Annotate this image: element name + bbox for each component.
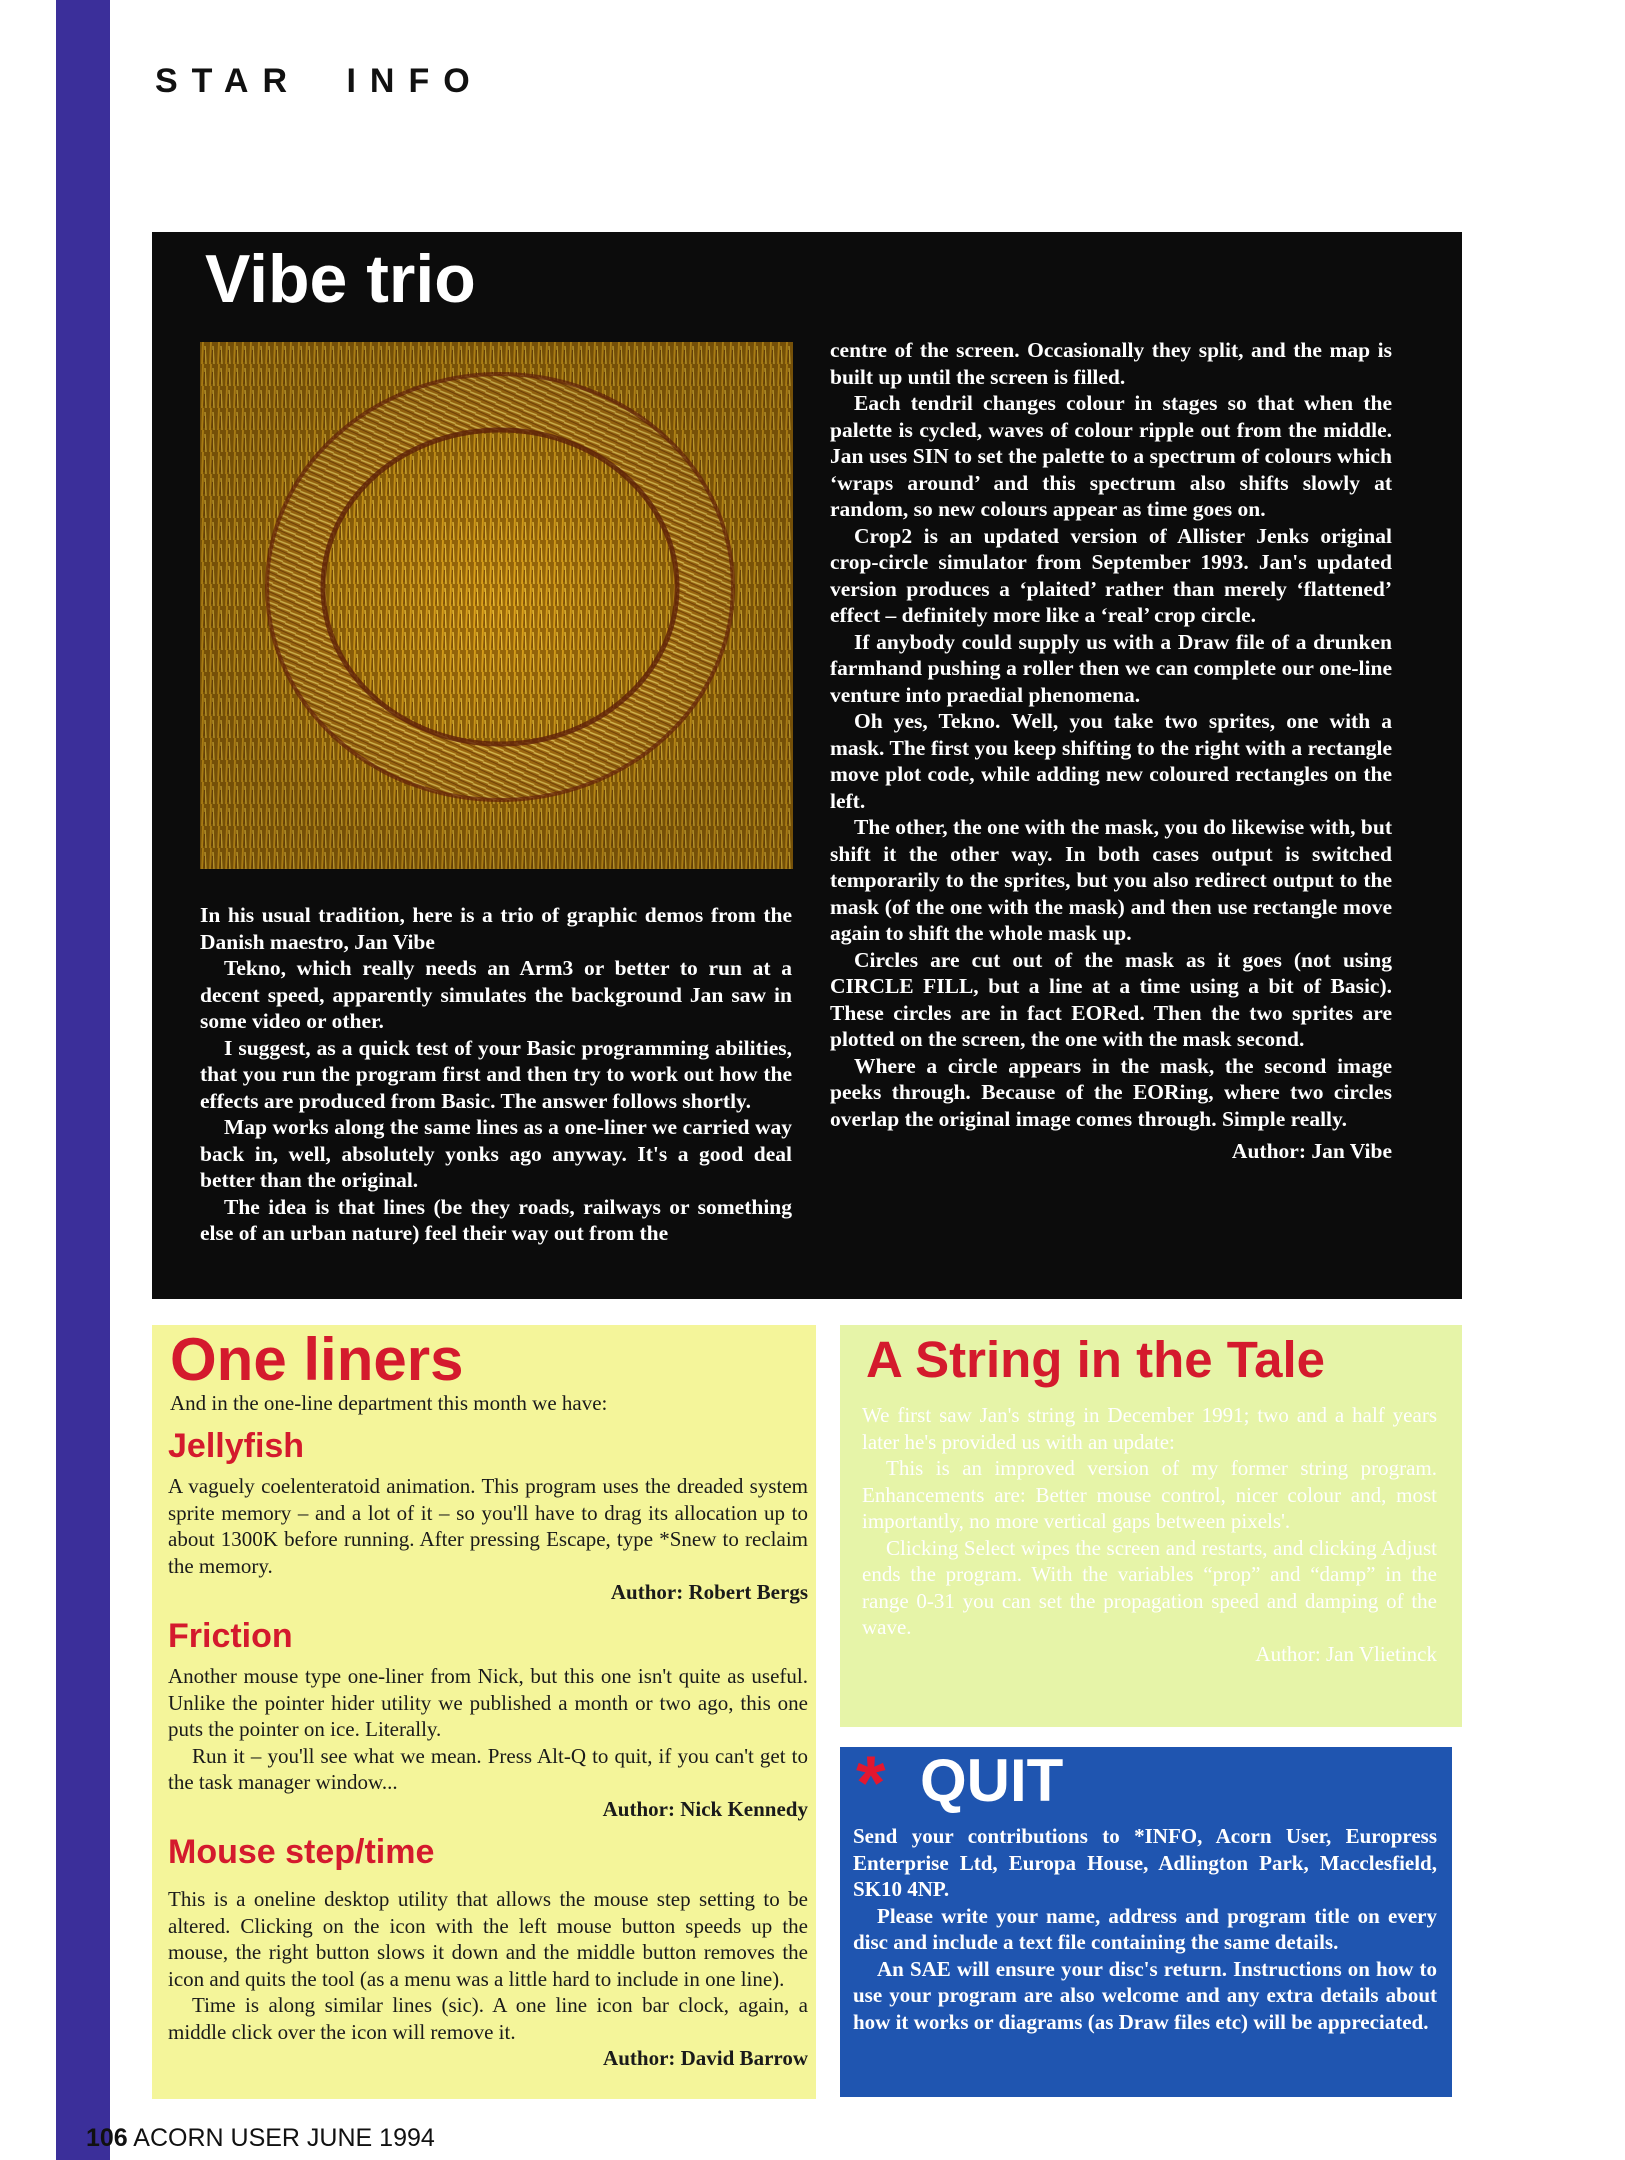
vibe-paragraph: Each tendril changes colour in stages so that when the palette is cycled, waves of colour ripple out from the middle. Jan uses SIN to set the palette to a spectrum of colours which ‘wraps around’ and this spectrum also shifts slowly at random, so new colours appear as time goes on.: [830, 391, 1392, 521]
jellyfish-body: [168, 1473, 808, 1606]
mouse-paragraph: This is a oneline desktop utility that allows the mouse step setting to be altered. Clicking on the icon with the left mouse button speeds up the mouse, the right button slows it down and the middle button removes the icon and quits the tool (as a menu was a little hard to include in one line).: [168, 1887, 808, 1991]
string-paragraph: This is an improved version of my former string program. Enhancements are: Better mouse control, nicer colour and, most importantly, no more vertical gaps between pixels'.: [862, 1456, 1437, 1533]
string-tale-title: A String in the Tale: [866, 1331, 1326, 1388]
friction-title: Friction: [168, 1617, 293, 1655]
mouse-author: Author: David Barrow: [603, 2046, 808, 2070]
jellyfish-author: Author: Robert Bergs: [610, 1580, 808, 1604]
vibe-author: Author: Jan Vibe: [1231, 1139, 1392, 1163]
asterisk-icon: *: [856, 1741, 886, 1826]
mouse-step-time-title: Mouse step/time: [168, 1833, 435, 1871]
vibe-paragraph: I suggest, as a quick test of your Basic programming abilities, that you run the program first and then try to work out how the effects are produced from Basic. The answer follows shortly.: [200, 1035, 792, 1113]
quit-body: [853, 1823, 1437, 2035]
vibe-paragraph: The other, the one with the mask, you do likewise with, but shift it the other way. In both cases output is switched temporarily to the sprites, but you also redirect output to the mask (of the one with the mask) and then use rectangle move again to shift the whole mask up.: [830, 815, 1392, 945]
quit-title: QUIT: [920, 1747, 1064, 1814]
vibe-paragraph: Crop2 is an updated version of Allister Jenks original crop-circle simulator from September 1993. Jan's updated version produces a ‘plaited’ rather than merely ‘flattened’ effect – definitely more like a ‘real’ crop circle.: [830, 523, 1392, 627]
friction-body: [168, 1663, 808, 1822]
page-footer: [86, 2124, 435, 2153]
vibe-paragraph: In his usual tradition, here is a trio of graphic demos from the Danish maestro, Jan Vibe: [200, 903, 792, 954]
section-label: STAR INFO: [155, 62, 484, 100]
quit-paragraph: Please write your name, address and program title on every disc and include a text file containing the same details.: [853, 1903, 1437, 1954]
jellyfish-paragraph: A vaguely coelenteratoid animation. This program uses the dreaded system sprite memory – and a lot of it – so you'll have to drag its allocation up to about 1300K before running. After pressing Escape, type *Snew to reclaim the memory.: [168, 1474, 808, 1578]
page-number: 106: [86, 2124, 128, 2152]
one-liners-title: One liners: [170, 1326, 464, 1393]
vibe-paragraph: Circles are cut out of the mask as it goes (not using CIRCLE FILL, but a line at a time using a bit of Basic). These circles are in fact EORed. Then the two sprites are plotted on the screen, the one with the mask second.: [830, 947, 1392, 1051]
vibe-paragraph: Map works along the same lines as a one-liner we carried way back in, well, absolutely yonks ago anyway. It's a good deal better than the original.: [200, 1115, 792, 1192]
vibe-paragraph: The idea is that lines (be they roads, railways or something else of an urban nature) feel their way out from the: [200, 1194, 792, 1245]
string-paragraph: We first saw Jan's string in December 1991; two and a half years later he's provided us with an update:: [862, 1403, 1437, 1454]
vibe-right-column: [830, 337, 1392, 1165]
publication-name: ACORN USER JUNE 1994: [133, 2124, 435, 2152]
mouse-step-time-body: [168, 1886, 808, 2072]
mouse-paragraph: Time is along similar lines (sic). A one line icon bar clock, again, a middle click over the icon will remove it.: [168, 1993, 808, 2044]
vibe-paragraph: Tekno, which really needs an Arm3 or better to run at a decent speed, apparently simulates the background Jan saw in some video or other.: [200, 956, 792, 1033]
margin-bar: [56, 0, 110, 2160]
vibe-left-column: [200, 902, 792, 1247]
string-paragraph: Clicking Select wipes the screen and restarts, and clicking Adjust ends the program. With the variables “prop” and “damp” in the range 0-31 you can set the propagation speed and damping of the wave.: [862, 1535, 1437, 1639]
vibe-paragraph: Oh yes, Tekno. Well, you take two sprites, one with a mask. The first you keep shifting to the right with a rectangle move plot code, while adding new coloured rectangles on the left.: [830, 709, 1392, 813]
vibe-trio-title: Vibe trio: [205, 241, 476, 317]
quit-paragraph: An SAE will ensure your disc's return. Instructions on how to use your program are also welcome and any extra details about how it works or diagrams (as Draw files etc) will be appreciated.: [853, 1956, 1437, 2034]
friction-author: Author: Nick Kennedy: [602, 1796, 808, 1821]
jellyfish-title: Jellyfish: [168, 1427, 305, 1465]
string-author: Author: Jan Vlietinck: [1255, 1641, 1437, 1666]
friction-paragraph: Run it – you'll see what we mean. Press Alt-Q to quit, if you can't get to the task manager window...: [168, 1743, 808, 1794]
one-liners-intro: And in the one-line department this month we have:: [170, 1391, 608, 1415]
quit-paragraph: Send your contributions to *INFO, Acorn User, Europress Enterprise Ltd, Europa House, Adlington Park, Macclesfield, SK10 4NP.: [853, 1824, 1437, 1901]
vibe-paragraph: Where a circle appears in the mask, the second image peeks through. Because of the EORing, where two circles overlap the original image comes through. Simple really.: [830, 1053, 1392, 1131]
friction-paragraph: Another mouse type one-liner from Nick, but this one isn't quite as useful. Unlike the pointer hider utility we published a month or two ago, this one puts the pointer on ice. Literally.: [168, 1664, 808, 1741]
vibe-paragraph: If anybody could supply us with a Draw file of a drunken farmhand pushing a roller then we can complete our one-line venture into praedial phenomena.: [830, 629, 1392, 707]
string-tale-body: [862, 1402, 1437, 1667]
vibe-paragraph: centre of the screen. Occasionally they split, and the map is built up until the screen is filled.: [830, 338, 1392, 389]
crop-circle-image: [200, 342, 793, 869]
